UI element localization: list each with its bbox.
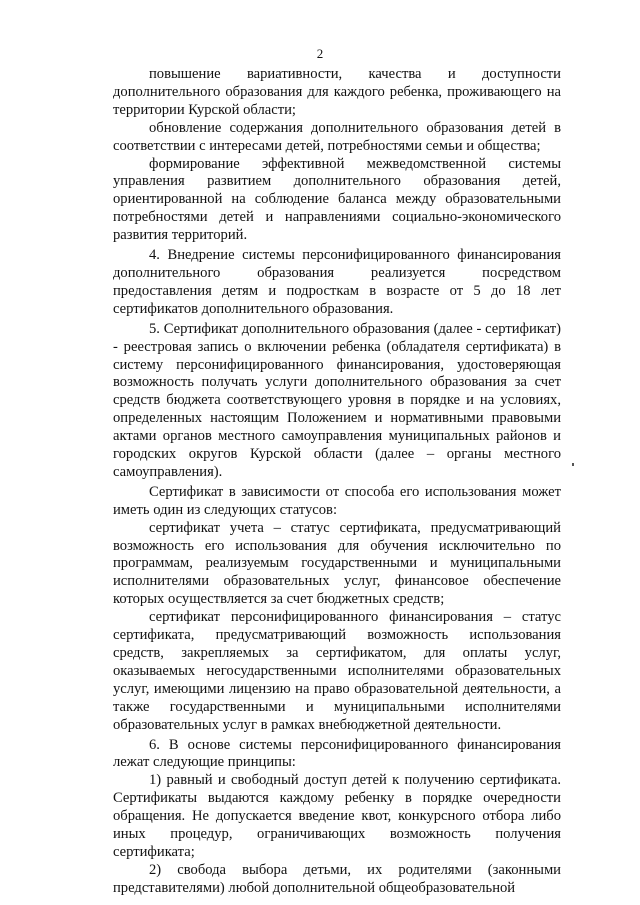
paragraph-status-accounting: сертификат учета – статус сертификата, предусматривающий возможность его использования для обучения исключительно по программам, реализуемым государственными и муниципальными исполнителями образовательных услуг, финансовое обеспечение которых осуществляется за счет бюджетных средств; bbox=[113, 519, 561, 608]
paragraph-section-5: 5. Сертификат дополнительного образования (далее - сертификат) - реестровая запись о включении ребенка (обладателя сертификата) в систему персонифицированного финансирования, удостоверяющая возможность получать услуги дополнительного образования за счет средств бюджета соответствующего уровня в порядке и на условиях, определенных настоящим Положением и нормативными правовыми актами органов местного самоуправления муниципальных районов и городских округов Курской области (далее – органы местного самоуправления). bbox=[113, 320, 561, 480]
margin-mark bbox=[572, 463, 574, 466]
paragraph-section-4: 4. Внедрение системы персонифицированного финансирования дополнительного образования реализуется посредством предоставления детям и подросткам в возрасте от 5 до 18 лет сертификатов дополнительного образования. bbox=[113, 247, 561, 317]
paragraph-goal-variability: повышение вариативности, качества и доступности дополнительного образования для каждого ребенка, проживающего на территории Курской области; bbox=[113, 66, 561, 118]
paragraph-certificate-statuses: Сертификат в зависимости от способа его использования может иметь один из следующих статусов: bbox=[113, 483, 561, 518]
paragraph-goal-content-update: обновление содержания дополнительного образования детей в соответствии с интересами детей, потребностями семьи и общества; bbox=[113, 119, 561, 154]
paragraph-section-6: 6. В основе системы персонифицированного финансирования лежат следующие принципы: bbox=[113, 736, 561, 771]
paragraph-principle-1: 1) равный и свободный доступ детей к получению сертификата. Сертификаты выдаются каждому ребенку в порядке очередности обращения. Не допускается введение квот, конкурсного отбора либо иных процедур, ограничивающих возможность получения сертификата; bbox=[113, 772, 561, 860]
paragraph-principle-2: 2) свобода выбора детьми, их родителями (законными представителями) любой дополнительной общеобразовательной bbox=[113, 861, 561, 896]
paragraph-goal-management-system: формирование эффективной межведомственной системы управления развитием дополнительного образования детей, ориентированной на соблюдение баланса между образовательными потребностями детей и направлениями социально-экономического развития территорий. bbox=[113, 155, 561, 244]
paragraph-status-financing: сертификат персонифицированного финансирования – статус сертификата, предусматривающий возможность использования средств, закрепляемых за сертификатом, для оплаты услуг, оказываемых негосударственными исполнителями образовательных услуг, имеющими лицензию на право образовательной деятельности, а также государственными и муниципальными исполнителями образовательных услуг в рамках внебюджетной деятельности. bbox=[113, 609, 561, 733]
document-body bbox=[113, 66, 561, 898]
page-number: 2 bbox=[316, 46, 324, 61]
